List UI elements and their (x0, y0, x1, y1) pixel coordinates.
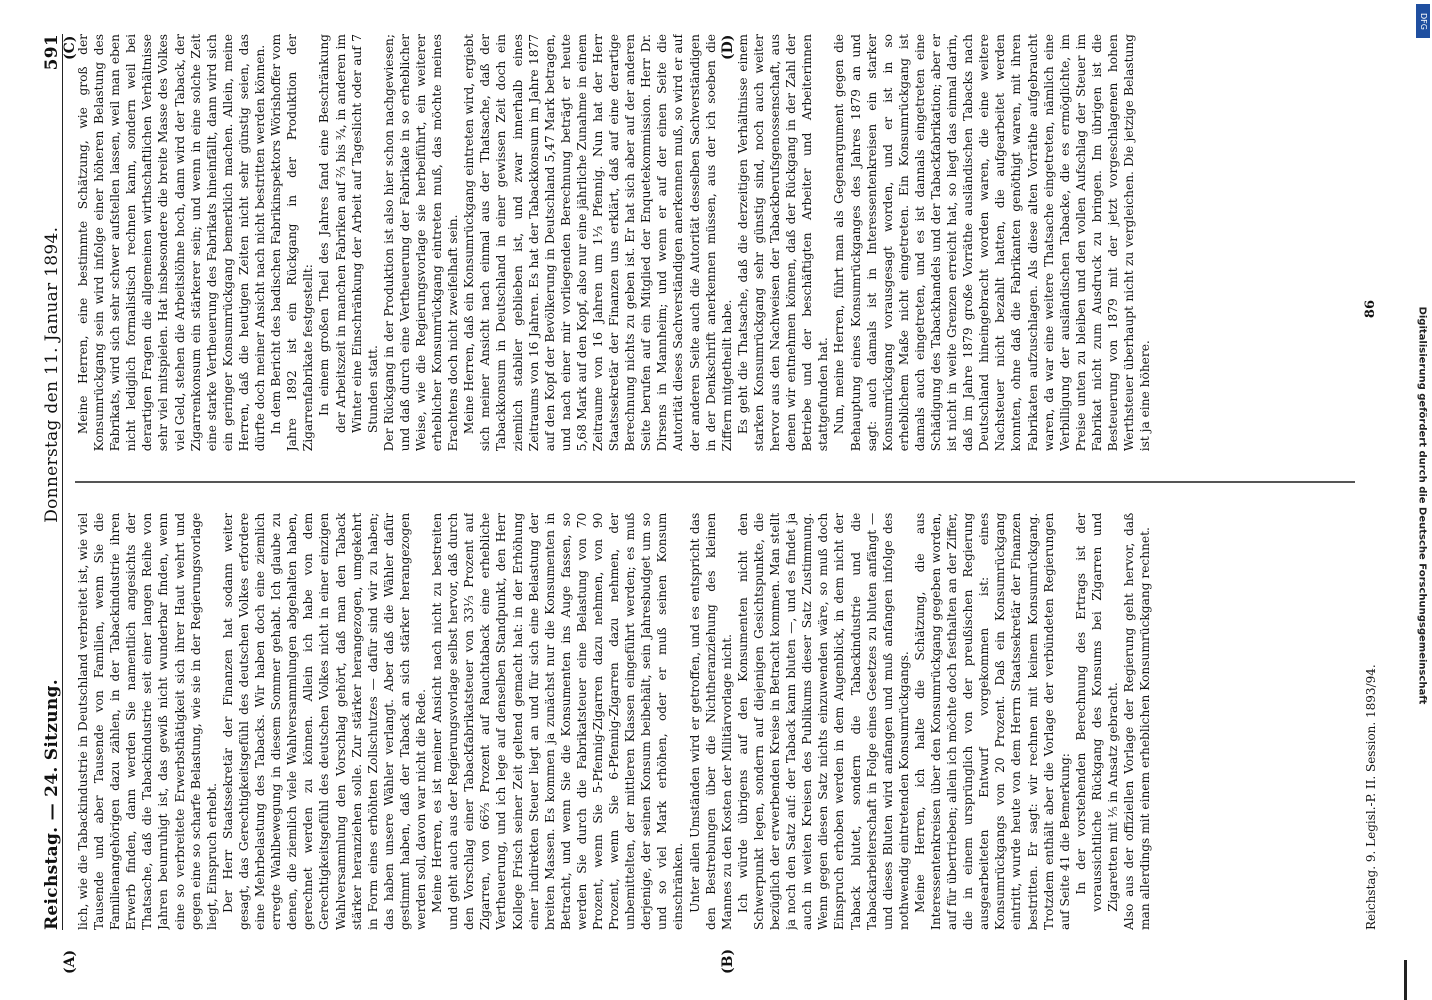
paragraph: Es geht die Thatsache, daß die derzeitigen Verhältnisse einem starken Konsumrückgang sehr günstig sind, noch auch weiter hervor aus den Nachweisen der Tabackberufsgenossenschaft, aus denen wir entnehmen können, daß der Rückgang in der Zahl der Betriebe und der beschäftigten Arbeiter und Arbeiterinnen stattgefunden hat. (735, 34, 831, 452)
paragraph: Meine Herren, daß ein Konsumrückgang eintreten wird, ergiebt sich meiner Ansicht nach einmal aus der Thatsache, daß der Tabackkonsum in Deutschland in einer gewissen Zeit doch ein ziemlich stabiler geblieben ist, und zwar innerhalb eines Zeitraums von 16 Jahren. Es hat der Tabackkonsum im Jahre 1877 auf den Kopf der Bevölkerung in Deutschland 5,47 Mark betragen, und nach einer mir vorliegenden Berechnung beträgt er heute 5,68 Mark auf den Kopf, also nur eine jährliche Zunahme in einem Zeitraume von 16 Jahren um 1⅓ Pfennig. Nun hat der Herr Staatssekretär der Finanzen uns erklärt, daß auf eine derartige Berechnung nichts zu geben ist. Er hat sich aber auf der anderen Seite berufen auf ein Mitglied der Enquetekommission. Herr Dr. Dirsens in Mannheim; und wenn er auf der einen Seite die Autorität dieses Sachverständigen anerkennen muß, so wird er auf der anderen Seite auch die Autorität desselben Sachverständigen in der Denkschrift anerkennen müssen, aus der ich soeben die Ziffern mitgetheilt habe. (462, 34, 734, 452)
page-number: 591 (42, 34, 62, 71)
digitization-credit (1412, 10, 1432, 1000)
margin-letter-b: (B) (720, 948, 736, 974)
margin-letter-a: (A) (62, 949, 78, 974)
scan-edge-mark (1404, 960, 1407, 1000)
column-divider (75, 481, 1355, 483)
paragraph: Der Rückgang in der Produktion ist also hier schon nachgewiesen; und daß durch eine Vertheuerung der Fabrikate in so erheblicher Weise, wie die Regierungsvorlage sie herbeiführt, ein weiterer erheblicher Konsumrückgang eintreten muß, das möchte meines Erachtens doch nicht zweifelhaft sein. (381, 34, 461, 452)
left-column (75, 513, 1355, 930)
footer-session: Reichstag. 9. Legisl.-P. II. Session. 1893/94. (1364, 664, 1378, 930)
paragraph: Meine Herren, eine bestimmte Schätzung, wie groß der Konsumrückgang sein wird infolge einer höheren Belastung des Fabrikats, wird sich sehr schwer aufstellen lassen, weil man eben nicht lediglich formalistisch rechnen kann, sondern weil bei derartigen Fragen die allgemeinen wirthschaftlichen Verhältnisse sehr viel mitspielen. Hat insbesondere die breite Masse des Volkes viel Geld, stehen die Arbeitslöhne hoch, dann wird der Taback, der Zigarrenkonsum ein stärkerer sein; und wenn in eine solche Zeit eine starke Vertheuerung des Fabrikats hineinfällt, dann wird sich ein geringer Konsumrückgang bemerklich machen. Allein, meine Herren, daß die heutigen Zeiten nicht sehr günstig seien, das dürfte doch meiner Ansicht nach nicht bestritten werden können. (76, 34, 268, 452)
quote: In einem großen Theil des Jahres fand eine Beschränkung der Arbeitszeit in manchen Fabriken auf ⅔ bis ¾, in anderen im Winter eine Einschränkung der Arbeit auf Tageslicht oder auf 7 Stunden statt. (317, 34, 380, 433)
paragraph: Also aus der offiziellen Vorlage der Regierung geht hervor, daß man allerdings mit einem erheblichen Konsumrückgang rechnet. (1122, 512, 1153, 930)
paragraph: Meine Herren, ich halte die Schätzung, die aus Interessentenkreisen über den Konsumrückgang gegeben worden, auf für übertrieben; allein ich möchte doch festhalten an der Ziffer, die in einem ursprünglich von der preußischen Regierung ausgearbeiteten Entwurf vorgekommen ist: eines Konsumrückgangs von 20 Prozent. Daß ein Konsumrückgang eintritt, wurde heute von dem Herrn Staatssekretär der Finanzen bestritten. Er sagt: wir rechnen mit keinem Konsumrückgang. Trotzdem enthält aber die Vorlage der verbündeten Regierungen auf Seite 41 die Bemerkung: (912, 512, 1072, 930)
paragraph: In dem Bericht des badischen Fabrikinspektors Wörishoffer vom Jahre 1892 ist ein Rückgang in der Produktion der Zigarrenfabrikate festgestellt: (269, 34, 316, 452)
paragraph: Ich würde übrigens auf den Konsumenten nicht den Schwerpunkt legen, sondern auf diejenigen Gesichtspunkte, die bezüglich der erwerbenden Kreise in Betracht kommen. Man stellt ja noch den Satz auf: der Taback kann bluten —, und es findet ja auch in weiten Kreisen des Publikums dieser Satz Zustimmung. Wenn gegen diesen Satz nichts einzuwenden wäre, so muß doch Einspruch erhoben werden in dem Augenblick, in dem nicht der Taback blutet, sondern die Tabackindustrie und die Tabackarbeiterschaft in Folge eines Gesetzes zu bluten anfängt — und dieses Bluten wird anfangen und muß anfangen infolge des nothwendig eintretenden Konsumrückgangs. (735, 512, 911, 930)
text-columns (75, 34, 1355, 930)
margin-letter-d: (D) (720, 34, 736, 60)
paragraph: Der Herr Staatssekretär der Finanzen hat sodann weiter gesagt, das Gerechtigkeitsgefühl des deutschen Volkes erfordere eine Mehrbelastung des Tabacks. Wir haben doch eine ziemlich erregte Wahlbewegung in diesem Sommer gehabt. Ich glaube zu denen, die ziemlich viele Wahlversammlungen abgehalten haben, gerechnet werden zu können. Allein ich habe von dem Gerechtigkeitsgefühl des deutschen Volkes nicht in einer einzigen Wahlversammlung den Vorschlag gehört, daß man den Taback stärker heranziehen solle. Zur stärker herangezogen, umgekehrt in Form eines erhöhten Zollschutzes — dafür sind wir zu haben; das haben unsere Wähler verlangt. Aber daß die Wähler dafür gestimmt haben, daß der Taback an sich stärker herangezogen werden soll, davon war nicht die Rede. (220, 512, 428, 930)
margin-letter-c: (C) (62, 35, 78, 60)
header-left: Reichstag. — 24. Sitzung. (42, 679, 62, 930)
paragraph: Nun, meine Herren, führt man als Gegenargument gegen die Behauptung eines Konsumrückganges des Jahres 1879 an und sagt: auch damals ist in Interessentenkreisen ein starker Konsumrückgang vorausgesagt worden, und er ist in so erheblichem Maße nicht eingetreten. Ein Konsumrückgang ist damals auch eingetreten, und es ist dannals eingetreten eine Schädigung des Tabackhandels und der Tabackfabrikation; aber er ist nicht in weite Grenzen erreicht hat, so liegt das einmal darin, daß im Jahre 1879 große Vorräthe ausländischen Tabacks nach Deutschland hineingebracht worden waren, die eine weitere Nachsteuer nicht bezahlt hatten, die aufgearbeitet werden konnten, ohne daß die Fabrikanten genöthigt waren, mit ihren Fabrikaten aufzuschlagen. Als diese alten Vorräthe aufgebraucht waren, da war eine weitere Thatsache eingetreten, nämlich eine Verbilligung der ausländischen Tabacke, die es ermöglichte, im Preise unten zu bleiben und den vollen Aufschlag der Steuer im Fabrikat nicht zum Ausdruck zu bringen. Im übrigen ist die Besteuerung von 1879 mit der jetzt vorgeschlagenen hohen Werthsteuer überhaupt nicht zu vergleichen. Die jetzige Belastung ist ja eine höhere. (832, 34, 1153, 452)
dfg-logo-icon: DFG (1416, 4, 1430, 38)
paragraph: lich, wie die Tabackindustrie in Deutschland verbreitet ist, wie viel Tausende und aber Tausende von Familien, wenn Sie die Familienangehörigen dazu zählen, in der Tabackindustrie ihren Erwerb finden, dann werden Sie namentlich angesichts der Thatsache, daß die Tabackindustrie seit einer langen Reihe von Jahren beunruhigt ist, das gewiß nicht wunderbar finden, wenn eine so verbreitete Erwerbsthätigkeit sich ihrer Haut wehrt und gegen eine so scharfe Belastung, wie sie in der Regierungsvorlage liegt, Einspruch erhebt. (76, 512, 219, 930)
right-column (75, 34, 1355, 451)
credit-text: Digitalisierung gefördert durch die Deutsche Forschungsgemeinschaft (1416, 306, 1428, 704)
footer-signature: 86 (1363, 300, 1378, 319)
paragraph: Meine Herren, es ist meiner Ansicht nach nicht zu bestreiten und geht auch aus der Regierungsvorlage selbst hervor, daß durch den Vorschlag einer Tabackfabrikatsteuer von 33⅓ Prozent auf Zigarren, von 66⅔ Prozent auf Rauchtaback eine erhebliche Vertheuerung, und ich lege auf denselben Standpunkt, den Herr Kollege Frisch seiner Zeit geltend gemacht hat: in der Erhöhung einer indirekten Steuer liegt an und für sich eine Belastung der breiten Massen. Es kommen ja zunächst nur die Konsumenten in Betracht, und wenn Sie die Konsumenten ins Auge fassen, so werden Sie durch die Fabrikatsteuer eine Belastung von 70 Prozent, wenn Sie 5-Pfennig-Zigarren dazu nehmen, von 90 Prozent, wenn Sie 6-Pfennig-Zigarren dazu nehmen, der unbemittelten, der mittleren Klassen eingeführt werden; es muß derjenige, der seinen Konsum beibehält, sein Jahresbudget um so und so viel Mark erhöhen, oder er muß seinen Konsum einschränken. (430, 512, 686, 930)
page-header (30, 34, 63, 930)
quote: In der vorstehenden Berechnung des Ertrags ist der voraussichtliche Rückgang des Konsums bei Zigarren und Zigaretten mit ⅕ in Ansatz gebracht. (1073, 512, 1120, 912)
header-date: Donnerstag den 11. Januar 1894. (42, 226, 62, 523)
paragraph: Unter allen Umständen wird er getroffen, und es entspricht das den Bestrebungen über die Nichtheranziehung des kleinen Mannes zu den Kosten der Militärvorlage nicht. (687, 512, 734, 930)
